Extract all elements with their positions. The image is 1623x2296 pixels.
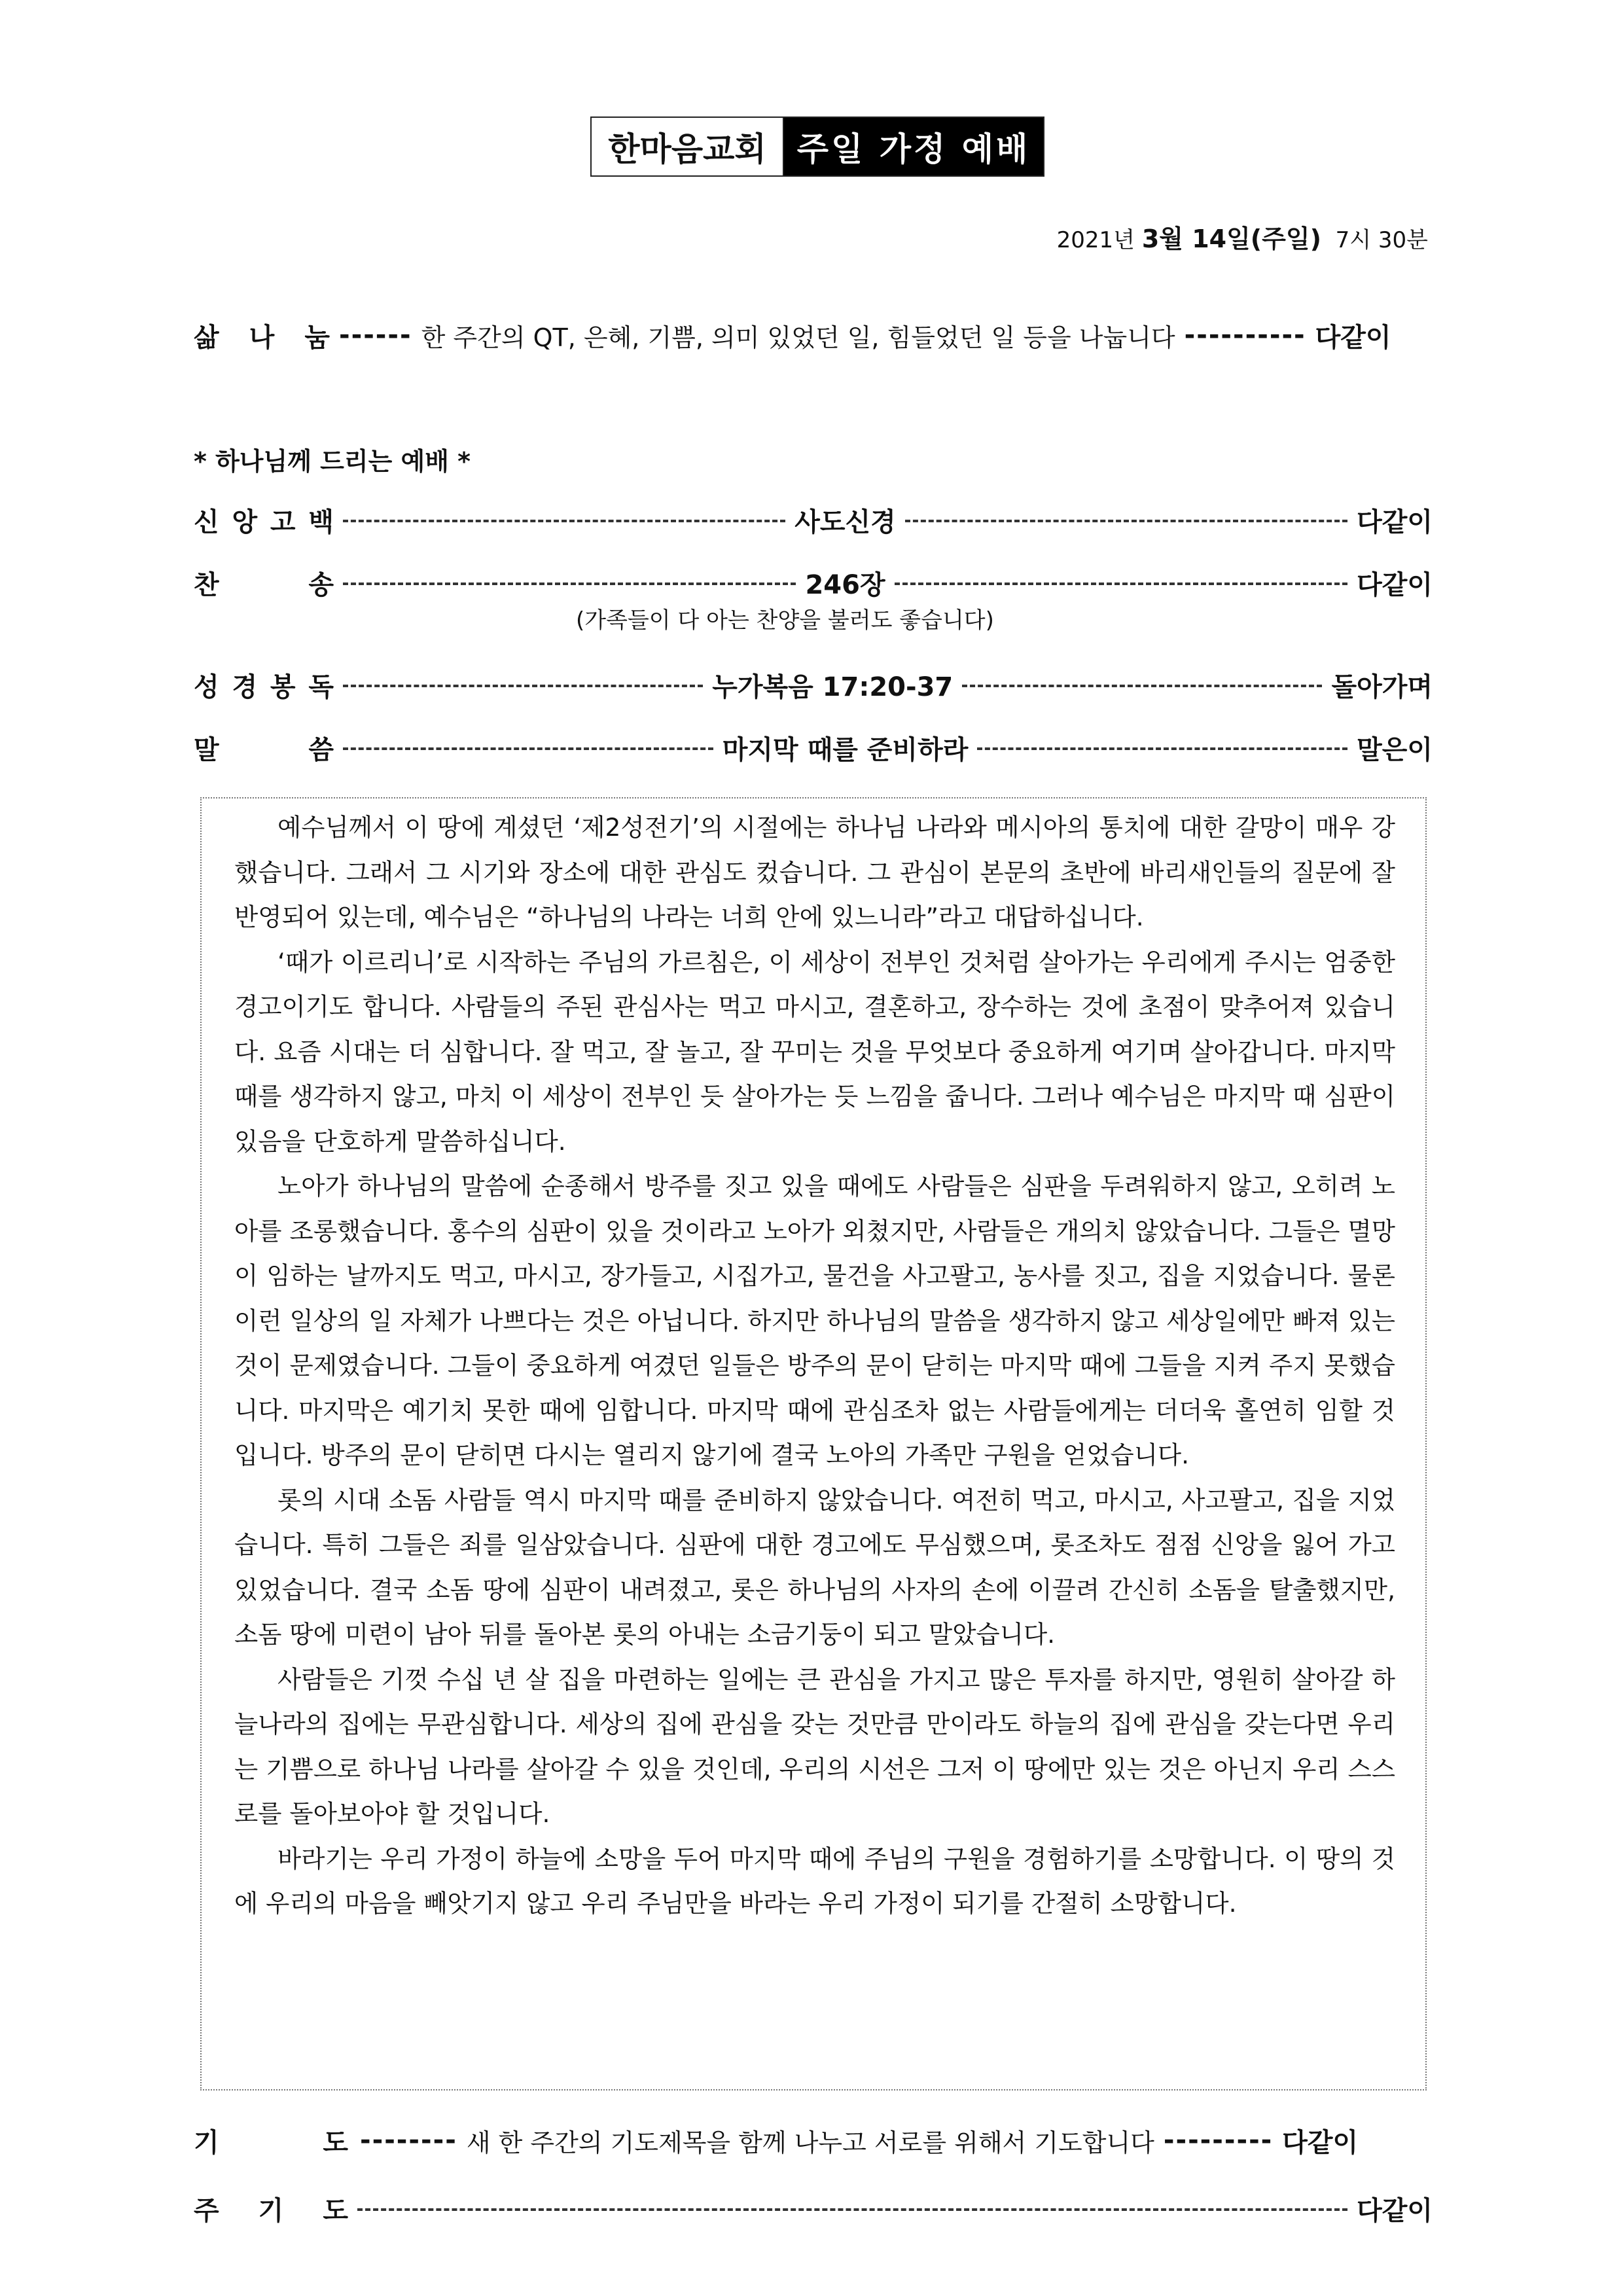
prayer-dash-b: --------- [1163,2125,1274,2155]
sermon-paragraph: 예수님께서 이 땅에 계셨던 ‘제2성전기’의 시절에는 하나님 나라와 메시아의 통치에 대한 갈망이 매우 강했습니다. 그래서 그 시기와 장소에 대한 관심도 컸습니다. 그 관심이 본문의 초반에 바리새인들의 질문에 잘 반영되어 있는데, 예수님은 “하나님의 나라는 너희 안에 있느니라”라고 대답하십니다. [234,813,1395,931]
prayer-label: 기 도 [194,2127,348,2158]
sermon-paragraph: ‘때가 이르리니’로 시작하는 주님의 가르침은, 이 세상이 전부인 것처럼 살아가는 우리에게 주시는 엄중한 경고이기도 합니다. 사람들의 주된 관심사는 먹고 마시고, 결혼하고, 장수하는 것에 초점이 맞추어져 있습니다. 요즘 시대는 더 심합니다. 잘 먹고, 잘 놀고, 잘 꾸미는 것을 무엇보다 중요하게 여기며 살아갑니다. 마지막 때를 생각하지 않고, 마치 이 세상이 전부인 듯 살아가는 듯 느낌을 줍니다. 그러나 예수님은 마지막 때 심판이 있음을 단호하게 말씀하십니다. [234,947,1395,1156]
church-name: 한마음교회 [592,118,784,175]
order-row-reading [194,665,1433,704]
service-date [1057,219,1428,255]
leader-dashes [357,2208,1347,2211]
sharing-who: 다같이 [1315,322,1391,353]
leader-dashes [905,520,1347,522]
sermon-paragraph: 노아가 하나님의 말씀에 순종해서 방주를 짓고 있을 때에도 사람들은 심판을 두려워하지 않고, 오히려 노아를 조롱했습니다. 홍수의 심판이 있을 것이라고 노아가 외쳤지만, 사람들은 개의치 않았습니다. 그들은 멸망이 임하는 날까지도 먹고, 마시고, 장가들고, 시집가고, 물건을 사고팔고, 농사를 짓고, 집을 지었습니다. 물론 이런 일상의 일 자체가 나쁘다는 것은 아닙니다. 하지만 하나님의 말씀을 생각하지 않고 세상일에만 빠져 있는 것이 문제였습니다. 그들이 중요하게 여겼던 일들은 방주의 문이 닫히는 마지막 때에 그들을 지켜 주지 못했습니다. 마지막은 예기치 못한 때에 임합니다. 마지막 때에 관심조차 없는 사람들에게는 더더욱 홀연히 임할 것입니다. 방주의 문이 닫히면 다시는 열리지 않기에 결국 노아의 가족만 구원을 얻었습니다. [234,1172,1395,1469]
prayer-dash-a: -------- [360,2125,457,2155]
sharing-text: 한 주간의 QT, 은혜, 기쁨, 의미 있었던 일, 힘들었던 일 등을 나눕니다 [421,323,1175,352]
order-label: 신 앙 고 백 [194,507,334,537]
date-month-day: 3월 14일(주일) [1141,224,1321,253]
sermon-paragraph: 사람들은 기껏 수십 년 살 집을 마련하는 일에는 큰 관심을 가지고 많은 투자를 하지만, 영원히 살아갈 하늘나라의 집에는 무관심합니다. 세상의 집에 관심을 갖는 것만큼 만이라도 하늘의 집에 관심을 갖는다면 우리는 기쁨으로 하나님 나라를 살아갈 수 있을 것인데, 우리의 시선은 그저 이 땅에만 있는 것은 아닌지 우리 스스로를 돌아보아야 할 것입니다. [234,1664,1396,1828]
sermon-text-box [200,797,1427,2090]
order-who: 말은이 [1357,734,1433,765]
order-center: 246장 [805,569,885,600]
lords-prayer-row [194,2189,1433,2228]
leader-dashes [343,520,785,522]
order-row-sermon [194,728,1433,767]
sharing-row [194,315,1433,355]
order-who: 다같이 [1357,569,1433,600]
order-row-creed [194,500,1433,539]
prayer-who: 다같이 [1282,2127,1359,2158]
date-year: 2021년 [1056,227,1135,253]
order-who: 돌아가며 [1331,672,1433,702]
leader-dashes [895,583,1347,585]
order-label: 찬 송 [194,569,334,600]
leader-dashes [962,685,1322,687]
date-time: 7시 30분 [1335,227,1428,253]
sharing-label: 삶 나 눔 [194,322,330,353]
order-row-hymn [194,563,1433,602]
lords-prayer-who: 다같이 [1357,2195,1433,2226]
order-center: 마지막 때를 준비하라 [722,734,969,765]
leader-dashes [977,747,1347,750]
order-center: 누가복음 17:20-37 [712,672,954,702]
prayer-row [194,2121,1433,2160]
sharing-dash-b: ---------- [1184,320,1306,350]
sharing-dash-a: ------ [339,320,412,350]
leader-dashes [343,685,703,687]
sermon-paragraph: 바라기는 우리 가정이 하늘에 소망을 두어 마지막 때에 주님의 구원을 경험하기를 소망합니다. 이 땅의 것에 우리의 마음을 빼앗기지 않고 우리 주님만을 바라는 우리 가정이 되기를 간절히 소망합니다. [234,1844,1395,1918]
title-box [590,117,1044,177]
service-title: 주일 가정 예배 [784,118,1043,175]
leader-dashes [343,747,713,750]
order-center: 사도신경 [794,507,896,537]
leader-dashes [343,583,796,585]
section-heading: * 하나님께 드리는 예배 * [194,447,471,476]
hymn-note: (가족들이 다 아는 찬양을 불러도 좋습니다) [576,607,994,634]
sermon-paragraph: 롯의 시대 소돔 사람들 역시 마지막 때를 준비하지 않았습니다. 여전히 먹고, 마시고, 사고팔고, 집을 지었습니다. 특히 그들은 죄를 일삼았습니다. 심판에 대한 경고에도 무심했으며, 롯조차도 점점 신앙을 잃어 가고 있었습니다. 결국 소돔 땅에 심판이 내려졌고, 롯은 하나님의 사자의 손에 이끌려 간신히 소돔을 탈출했지만, 소돔 땅에 미련이 남아 뒤를 돌아본 롯의 아내는 소금기둥이 되고 말았습니다. [234,1485,1395,1649]
order-label: 성 경 봉 독 [194,672,334,702]
prayer-text: 새 한 주간의 기도제목을 함께 나누고 서로를 위해서 기도합니다 [466,2128,1154,2157]
order-who: 다같이 [1357,507,1433,537]
lords-prayer-label: 주 기 도 [194,2195,348,2226]
order-label: 말 씀 [194,734,334,765]
